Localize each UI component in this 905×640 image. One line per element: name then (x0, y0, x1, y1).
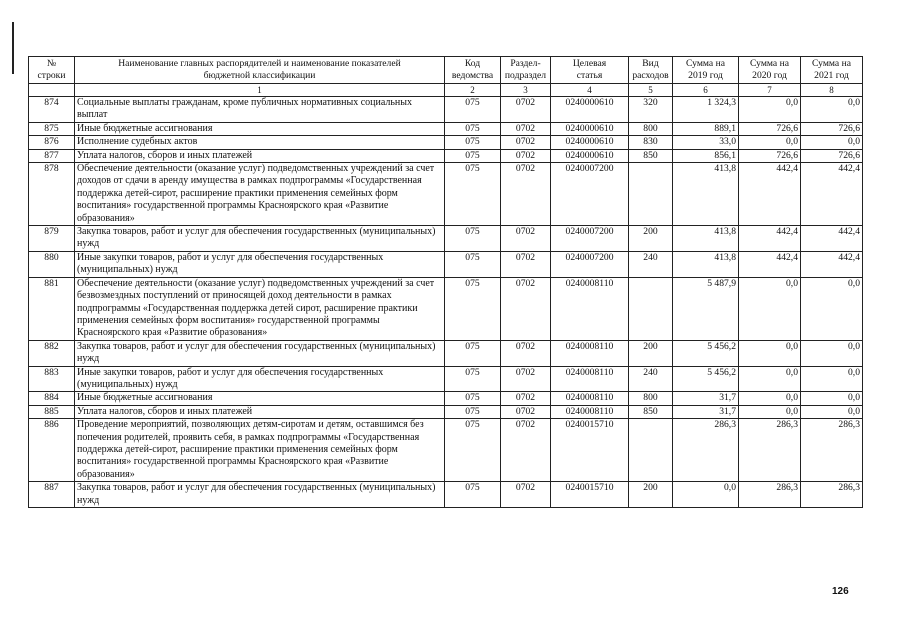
column-index: 1 (75, 84, 445, 97)
sum-2020: 0,0 (739, 97, 801, 123)
department-code: 075 (445, 136, 501, 149)
column-index-row (29, 84, 863, 97)
table-row (29, 277, 863, 340)
target-article: 0240007200 (551, 163, 629, 226)
expense-type: 830 (629, 136, 673, 149)
header-section: Раздел- подраздел (501, 57, 551, 84)
row-number: 881 (29, 277, 75, 340)
row-name: Социальные выплаты гражданам, кроме публичных нормативных социальных выплат (75, 97, 445, 123)
section-code: 0702 (501, 149, 551, 162)
row-number: 886 (29, 419, 75, 482)
sum-2021: 0,0 (801, 277, 863, 340)
row-number: 879 (29, 226, 75, 252)
row-number: 882 (29, 340, 75, 366)
table-row (29, 405, 863, 418)
column-index: 2 (445, 84, 501, 97)
section-code: 0702 (501, 366, 551, 392)
sum-2021: 0,0 (801, 366, 863, 392)
header-sum-2019: Сумма на 2019 год (673, 57, 739, 84)
department-code: 075 (445, 226, 501, 252)
sum-2021: 286,3 (801, 419, 863, 482)
header-department-code: Код ведомства (445, 57, 501, 84)
table-header-row (29, 57, 863, 84)
target-article: 0240007200 (551, 226, 629, 252)
section-code: 0702 (501, 136, 551, 149)
section-code: 0702 (501, 482, 551, 508)
department-code: 075 (445, 392, 501, 405)
row-name: Иные закупки товаров, работ и услуг для обеспечения государственных (муниципальных) нужд (75, 251, 445, 277)
sum-2021: 0,0 (801, 136, 863, 149)
row-number: 885 (29, 405, 75, 418)
row-name: Исполнение судебных актов (75, 136, 445, 149)
department-code: 075 (445, 419, 501, 482)
header-row-number: № строки (29, 57, 75, 84)
row-name: Уплата налогов, сборов и иных платежей (75, 149, 445, 162)
sum-2019: 0,0 (673, 482, 739, 508)
department-code: 075 (445, 251, 501, 277)
header-sum-2021: Сумма на 2021 год (801, 57, 863, 84)
row-number: 877 (29, 149, 75, 162)
sum-2019: 5 456,2 (673, 366, 739, 392)
page-number: 126 (832, 586, 849, 597)
column-index: 8 (801, 84, 863, 97)
department-code: 075 (445, 97, 501, 123)
sum-2020: 442,4 (739, 163, 801, 226)
row-name: Уплата налогов, сборов и иных платежей (75, 405, 445, 418)
sum-2019: 856,1 (673, 149, 739, 162)
section-code: 0702 (501, 277, 551, 340)
sum-2019: 5 456,2 (673, 340, 739, 366)
table-row (29, 226, 863, 252)
sum-2020: 0,0 (739, 340, 801, 366)
target-article: 0240000610 (551, 97, 629, 123)
expense-type: 200 (629, 340, 673, 366)
target-article: 0240000610 (551, 149, 629, 162)
column-index: 4 (551, 84, 629, 97)
table-row (29, 149, 863, 162)
row-number: 878 (29, 163, 75, 226)
department-code: 075 (445, 277, 501, 340)
department-code: 075 (445, 405, 501, 418)
sum-2020: 0,0 (739, 366, 801, 392)
row-name: Иные бюджетные ассигнования (75, 122, 445, 135)
sum-2021: 0,0 (801, 392, 863, 405)
sum-2019: 889,1 (673, 122, 739, 135)
table-row (29, 340, 863, 366)
sum-2019: 31,7 (673, 405, 739, 418)
row-name: Закупка товаров, работ и услуг для обеспечения государственных (муниципальных) нужд (75, 482, 445, 508)
column-index: 7 (739, 84, 801, 97)
table-row (29, 122, 863, 135)
header-name: Наименование главных распорядителей и наименование показателей бюджетной классификации (75, 57, 445, 84)
target-article: 0240008110 (551, 340, 629, 366)
table-row (29, 392, 863, 405)
sum-2021: 726,6 (801, 149, 863, 162)
sum-2021: 726,6 (801, 122, 863, 135)
target-article: 0240008110 (551, 366, 629, 392)
row-number: 884 (29, 392, 75, 405)
row-name: Обеспечение деятельности (оказание услуг) подведомственных учреждений за счет доходов от сдачи в аренду имущества в рамках подпрограммы «Государственная поддержка детей-сирот, расширение практики применения семейных форм воспитания» государственной программы Красноярского края «Развитие образования» (75, 163, 445, 226)
department-code: 075 (445, 149, 501, 162)
sum-2019: 286,3 (673, 419, 739, 482)
sum-2020: 726,6 (739, 149, 801, 162)
target-article: 0240000610 (551, 136, 629, 149)
section-code: 0702 (501, 392, 551, 405)
department-code: 075 (445, 163, 501, 226)
department-code: 075 (445, 482, 501, 508)
sum-2021: 442,4 (801, 251, 863, 277)
sum-2020: 0,0 (739, 277, 801, 340)
expense-type: 200 (629, 226, 673, 252)
budget-table (28, 56, 863, 508)
section-code: 0702 (501, 226, 551, 252)
row-number: 874 (29, 97, 75, 123)
sum-2020: 442,4 (739, 251, 801, 277)
target-article: 0240008110 (551, 392, 629, 405)
row-name: Закупка товаров, работ и услуг для обеспечения государственных (муниципальных) нужд (75, 226, 445, 252)
sum-2019: 413,8 (673, 226, 739, 252)
sum-2021: 286,3 (801, 482, 863, 508)
sum-2019: 413,8 (673, 163, 739, 226)
target-article: 0240000610 (551, 122, 629, 135)
sum-2020: 726,6 (739, 122, 801, 135)
table-body (29, 97, 863, 508)
sum-2021: 442,4 (801, 163, 863, 226)
table-row (29, 163, 863, 226)
row-name: Проведение мероприятий, позволяющих детям-сиротам и детям, оставшимся без попечения родителей, проявить себя, в рамках подпрограммы «Государственная поддержка детей-сирот, расширение практики применения семейных форм воспитания» государственной программы Красноярского края «Развитие образования» (75, 419, 445, 482)
section-code: 0702 (501, 419, 551, 482)
column-index: 3 (501, 84, 551, 97)
department-code: 075 (445, 366, 501, 392)
section-code: 0702 (501, 163, 551, 226)
sum-2019: 413,8 (673, 251, 739, 277)
row-number: 880 (29, 251, 75, 277)
row-name: Закупка товаров, работ и услуг для обеспечения государственных (муниципальных) нужд (75, 340, 445, 366)
row-number: 883 (29, 366, 75, 392)
expense-type: 850 (629, 149, 673, 162)
section-code: 0702 (501, 340, 551, 366)
sum-2021: 0,0 (801, 97, 863, 123)
table-row (29, 97, 863, 123)
expense-type: 240 (629, 251, 673, 277)
section-code: 0702 (501, 97, 551, 123)
department-code: 075 (445, 122, 501, 135)
target-article: 0240008110 (551, 405, 629, 418)
sum-2020: 442,4 (739, 226, 801, 252)
target-article: 0240007200 (551, 251, 629, 277)
expense-type (629, 419, 673, 482)
sum-2019: 1 324,3 (673, 97, 739, 123)
department-code: 075 (445, 340, 501, 366)
target-article: 0240015710 (551, 419, 629, 482)
column-index: 6 (673, 84, 739, 97)
target-article: 0240015710 (551, 482, 629, 508)
sum-2020: 0,0 (739, 136, 801, 149)
section-code: 0702 (501, 405, 551, 418)
table-row (29, 482, 863, 508)
column-index (29, 84, 75, 97)
row-name: Обеспечение деятельности (оказание услуг) подведомственных учреждений за счет безвозмездных поступлений от приносящей доход деятельности в рамках подпрограммы «Государственная поддержка детей сирот, расширение практики применения семейных форм воспитания» государственной программы Красноярского края «Развитие образования» (75, 277, 445, 340)
target-article: 0240008110 (551, 277, 629, 340)
header-expense-type: Вид расходов (629, 57, 673, 84)
row-number: 875 (29, 122, 75, 135)
table-row (29, 251, 863, 277)
sum-2019: 33,0 (673, 136, 739, 149)
table-row (29, 136, 863, 149)
sum-2019: 5 487,9 (673, 277, 739, 340)
expense-type: 200 (629, 482, 673, 508)
table-row (29, 366, 863, 392)
row-name: Иные бюджетные ассигнования (75, 392, 445, 405)
sum-2020: 0,0 (739, 392, 801, 405)
expense-type (629, 277, 673, 340)
expense-type: 320 (629, 97, 673, 123)
sum-2021: 442,4 (801, 226, 863, 252)
expense-type (629, 163, 673, 226)
expense-type: 800 (629, 392, 673, 405)
row-number: 876 (29, 136, 75, 149)
expense-type: 850 (629, 405, 673, 418)
row-name: Иные закупки товаров, работ и услуг для обеспечения государственных (муниципальных) нужд (75, 366, 445, 392)
column-index: 5 (629, 84, 673, 97)
sum-2020: 0,0 (739, 405, 801, 418)
page-margin-line (12, 22, 14, 74)
table-row (29, 419, 863, 482)
expense-type: 240 (629, 366, 673, 392)
header-target-article: Целевая статья (551, 57, 629, 84)
header-sum-2020: Сумма на 2020 год (739, 57, 801, 84)
sum-2021: 0,0 (801, 405, 863, 418)
sum-2019: 31,7 (673, 392, 739, 405)
section-code: 0702 (501, 251, 551, 277)
sum-2020: 286,3 (739, 482, 801, 508)
section-code: 0702 (501, 122, 551, 135)
expense-type: 800 (629, 122, 673, 135)
sum-2021: 0,0 (801, 340, 863, 366)
row-number: 887 (29, 482, 75, 508)
sum-2020: 286,3 (739, 419, 801, 482)
